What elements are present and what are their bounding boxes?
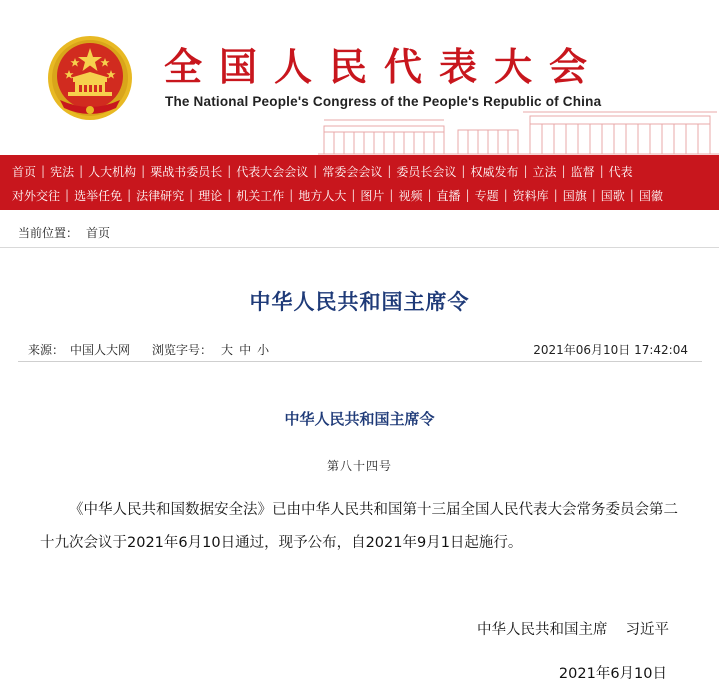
great-hall-illustration	[318, 108, 719, 155]
nav-separator: |	[389, 188, 394, 202]
nav-item[interactable]: 立法	[532, 164, 557, 179]
nav-item[interactable]: 选举任免	[74, 188, 123, 203]
nav-item[interactable]: 宪法	[50, 164, 75, 179]
font-size-large-link[interactable]: 大	[221, 343, 234, 357]
nav-item[interactable]: 直播	[436, 188, 461, 203]
site-title-english: The National People's Congress of the People's Republic of China	[165, 94, 602, 109]
article-meta-bar	[18, 339, 702, 362]
nav-item[interactable]: 国徽	[638, 188, 663, 203]
source-label: 来源：	[28, 343, 65, 357]
nav-item[interactable]: 图片	[360, 188, 385, 203]
breadcrumb-home-link[interactable]: 首页	[86, 226, 111, 240]
source-value: 中国人大网	[70, 343, 131, 357]
nav-separator: |	[127, 188, 132, 202]
nav-separator: |	[629, 188, 634, 202]
nav-separator: |	[79, 164, 84, 178]
nav-separator: |	[41, 164, 46, 178]
nav-separator: |	[313, 164, 318, 178]
nav-separator: |	[561, 164, 566, 178]
signature-date: 2021年6月10日	[558, 666, 667, 682]
nav-item[interactable]: 地方人大	[298, 188, 347, 203]
site-header	[0, 0, 719, 155]
nav-separator: |	[189, 188, 194, 202]
nav-separator: |	[503, 188, 508, 202]
nav-separator: |	[427, 188, 432, 202]
nav-item[interactable]: 机关工作	[236, 188, 285, 203]
nav-separator: |	[465, 188, 470, 202]
nav-item[interactable]: 权威发布	[470, 164, 519, 179]
nav-item[interactable]: 资料库	[512, 188, 549, 203]
article-title: 中华人民共和国主席令	[249, 290, 470, 314]
site-title-chinese: 全国人民代表大会	[164, 45, 605, 89]
nav-item[interactable]: 常委会会议	[322, 164, 383, 179]
nav-separator: |	[599, 164, 604, 178]
order-heading: 中华人民共和国主席令	[284, 410, 435, 428]
nav-separator: |	[553, 188, 558, 202]
nav-separator: |	[289, 188, 294, 202]
nav-separator: |	[387, 164, 392, 178]
nav-item[interactable]: 国旗	[562, 188, 587, 203]
nav-item[interactable]: 对外交往	[12, 188, 61, 203]
national-emblem-icon[interactable]	[46, 34, 134, 122]
nav-item[interactable]: 首页	[12, 164, 37, 179]
font-size-medium-link[interactable]: 中	[239, 343, 252, 357]
nav-item[interactable]: 人大机构	[88, 164, 137, 179]
breadcrumb-label: 当前位置：	[18, 226, 79, 240]
nav-item[interactable]: 委员长会议	[396, 164, 457, 179]
signature-line	[477, 618, 669, 639]
nav-item[interactable]: 代表	[608, 164, 633, 179]
nav-item[interactable]: 专题	[474, 188, 499, 203]
nav-separator: |	[227, 164, 232, 178]
article-body-paragraph: 《中华人民共和国数据安全法》已由中华人民共和国第十三届全国人民代表大会常务委员会第二十九次会议于2021年6月10日通过，现予公布，自2021年9月1日起施行。	[40, 502, 678, 551]
nav-separator: |	[227, 188, 232, 202]
font-size-small-link[interactable]: 小	[257, 343, 270, 357]
nav-separator: |	[461, 164, 466, 178]
publish-datetime: 2021年06月10日 17:42:04	[533, 343, 688, 357]
nav-separator: |	[351, 188, 356, 202]
nav-item[interactable]: 法律研究	[136, 188, 185, 203]
nav-separator: |	[141, 164, 146, 178]
breadcrumb	[0, 219, 719, 248]
nav-separator: |	[65, 188, 70, 202]
nav-item[interactable]: 理论	[198, 188, 223, 203]
nav-separator: |	[591, 188, 596, 202]
nav-row-secondary	[12, 183, 719, 207]
signature-name: 习近平	[625, 622, 669, 638]
font-size-label: 浏览字号：	[152, 343, 213, 357]
nav-separator: |	[523, 164, 528, 178]
nav-item[interactable]: 视频	[398, 188, 423, 203]
nav-item[interactable]: 监督	[570, 164, 595, 179]
nav-item[interactable]: 国歌	[600, 188, 625, 203]
nav-item[interactable]: 栗战书委员长	[150, 164, 223, 179]
main-navigation	[0, 155, 719, 210]
nav-row-primary	[12, 159, 719, 183]
nav-item[interactable]: 代表大会会议	[236, 164, 309, 179]
order-number: 第八十四号	[326, 459, 392, 473]
signature-title: 中华人民共和国主席	[477, 622, 608, 638]
